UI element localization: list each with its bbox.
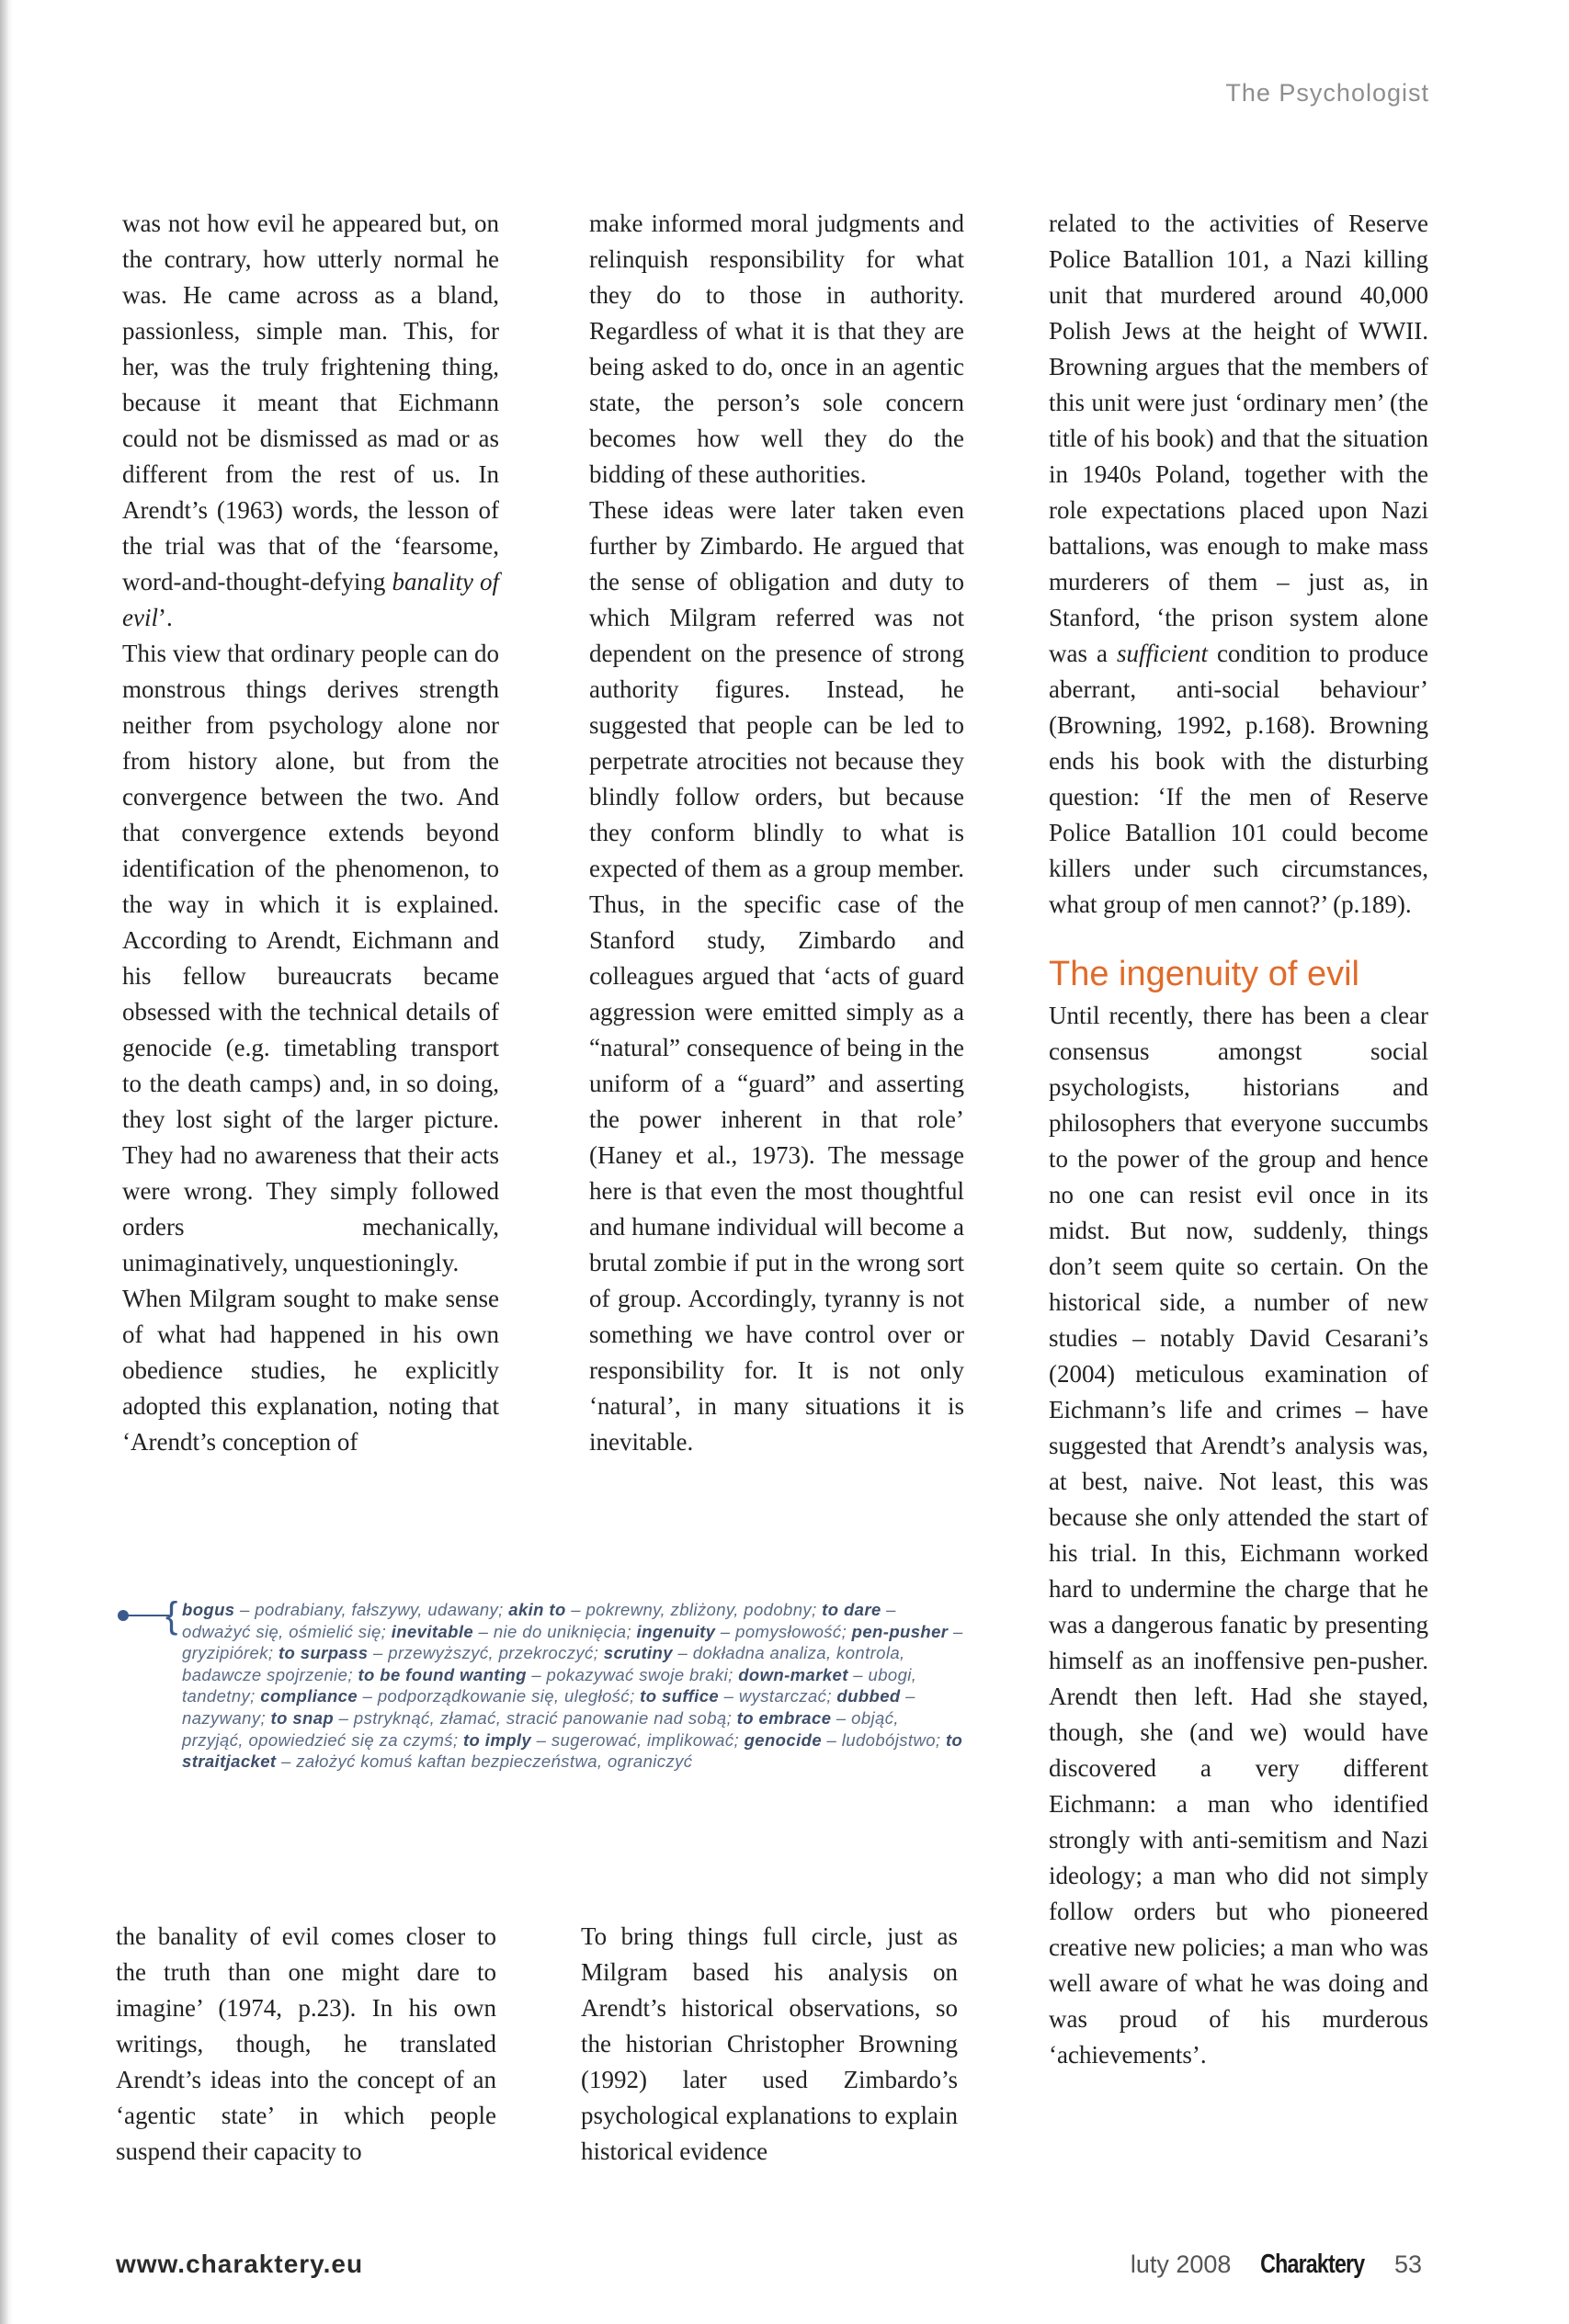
glossary-term: to straitjacket — [182, 1729, 963, 1772]
glossary-definition: – pokazywać swoje braki; — [526, 1664, 739, 1684]
glossary-text — [182, 1599, 963, 1773]
glossary-term: to be found wanting — [358, 1664, 527, 1684]
page-binding-shadow — [0, 0, 13, 2324]
column-3 — [1049, 206, 1428, 2073]
glossary-term: to dare — [822, 1600, 881, 1619]
column-1-bottom — [116, 1919, 496, 2170]
glossary-definition: – pomysłowość; — [715, 1621, 852, 1641]
paragraph: the banality of evil comes closer to the truth than one might dare to imagine’ (1974, p.23). In his own writings, though, he translated Arendt’s ideas into the concept of an ‘agentic state’ in which people suspend their capacity to — [116, 1922, 496, 2165]
glossary-definition: – objąć, przyjąć, opowiedzieć się za czymś; — [182, 1707, 899, 1750]
glossary-term: genocide — [744, 1729, 823, 1750]
page-number: 53 — [1393, 2250, 1422, 2278]
glossary-definition: – gryzipiórek; — [182, 1621, 963, 1663]
glossary-definition: – sugerować, implikować; — [531, 1729, 745, 1750]
paragraph: This view that ordinary people can do monstrous things derives strength neither from psychology alone nor from history alone, but from the convergence between the two. And that convergence extends beyond identification of the phenomenon, to the way in which it is explained. According to Arendt, Eichmann and his fellow bureaucrats became obsessed with the technical details of genocide (e.g. timetabling transport to the death camps) and, in so doing, they lost sight of the larger picture. They had no awareness that their acts were wrong. They simply followed orders mechanically, unimaginatively, unquestioningly. — [122, 640, 499, 1276]
brace-icon: { — [165, 1595, 178, 1636]
paragraph: To bring things full circle, just as Milgram based his analysis on Arendt’s historical observations, so the historian Christopher Browning (1992) later used Zimbardo’s psychological explanations to explain historical evidence — [581, 1922, 958, 2165]
glossary-term: to snap — [270, 1707, 335, 1728]
issue-date: luty 2008 — [1130, 2250, 1232, 2278]
section-subheading: The ingenuity of evil — [1049, 955, 1359, 993]
glossary-term: akin to — [508, 1600, 566, 1619]
glossary-connector-line — [129, 1615, 169, 1616]
glossary-term: pen-pusher — [851, 1621, 949, 1641]
italic-phrase: sufficient — [1117, 640, 1208, 667]
paragraph: related to the activities of Reserve Police Batallion 101, a Nazi killing unit that murdered around 40,000 Polish Jews at the height of WWII. Browning argues that the members of this unit were just ‘ordinary men’ (the title of his book) and that the situation in 1940s Poland, together with the role expectations placed upon Nazi battalions, was enough to make mass murderers of them – just as, in Stanford, ‘the prison system alone was a sufficient condition to produce aberrant, anti-social behaviour’ (Browning, 1992, p.168). Browning ends his book with the disturbing question: ‘If the men of Reserve Police Batallion 101 could become killers under such circumstances, what group of men cannot?’ (p.189). — [1049, 210, 1428, 918]
paragraph: These ideas were later taken even further by Zimbardo. He argued that the sense of obligation and duty to which Milgram referred was not dependent on the presence of strong authority figures. Instead, he suggested that people can be led to perpetrate atrocities not because they blindly follow orders, but because they conform blindly to what is expected of them as a group member. Thus, in the specific case of the Stanford study, Zimbardo and colleagues argued that ‘acts of guard aggression were emitted simply as a “natural” consequence of being in the uniform of a “guard” and asserting the power inherent in that role’ (Haney et al., 1973). The message here is that even the most thoughtful and humane individual will become a brutal zombie if put in the wrong sort of group. Accordingly, tyranny is not something we have control over or responsibility for. It is not only ‘natural’, in many situations it is inevitable. — [589, 496, 964, 1456]
glossary-definition: – nazywany; — [182, 1686, 915, 1728]
footer-website-link[interactable]: www.charaktery.eu — [116, 2250, 364, 2278]
glossary-definition: – nie do uniknięcia; — [473, 1621, 637, 1641]
column-1-top — [122, 206, 499, 1460]
paragraph: make informed moral judgments and relinquish responsibility for what they do to those in authority. Regardless of what it is that they are being asked to do, once in an agentic state, the person’s sole concern becomes how well they do the bidding of these authorities. — [589, 210, 964, 488]
glossary-definition: – odważyć się, ośmielić się; — [182, 1600, 896, 1641]
glossary-definition: – przewyższyć, przekroczyć; — [368, 1643, 604, 1663]
glossary-term: compliance — [260, 1686, 358, 1706]
glossary-term: to embrace — [736, 1707, 832, 1728]
column-2-top — [589, 206, 964, 1460]
glossary-definition: – podporządkowanie się, uległość; — [358, 1686, 641, 1706]
paragraph: When Milgram sought to make sense of what had happened in his own obedience studies, he explicitly adopted this explanation, noting that ‘Arendt’s conception of — [122, 1285, 499, 1456]
glossary-definition: – pstryknąć, złamać, stracić panowanie nad sobą; — [334, 1707, 737, 1728]
glossary-term: bogus — [182, 1600, 235, 1619]
glossary-term: ingenuity — [636, 1621, 716, 1641]
glossary-definition: – ludobójstwo; — [822, 1729, 946, 1750]
glossary-definition: – pokrewny, zbliżony, podobny; — [565, 1600, 823, 1619]
footer-issue-info — [1131, 2250, 1422, 2280]
italic-phrase: banality of evil — [122, 568, 499, 631]
glossary-definition: – dokładna analiza, kontrola, badawcze spojrzenie; — [182, 1643, 905, 1684]
glossary-term: to suffice — [640, 1686, 720, 1706]
glossary-definition: – ubogi, tandetny; — [182, 1664, 917, 1706]
glossary-definition: – wystarczać; — [719, 1686, 837, 1706]
glossary-bullet-icon — [118, 1610, 129, 1621]
paragraph: Until recently, there has been a clear consensus amongst social psychologists, historians and philosophers that everyone succumbs to the power of the group and hence no one can resist evil once in its midst. But now, suddenly, things don’t seem quite so certain. On the historical side, a number of new studies – notably David Cesarani’s (2004) meticulous examination of Eichmann’s life and crimes – have suggested that Arendt’s analysis was, at best, naive. Not least, this was because she only attended the start of his trial. In this, Eichmann worked hard to undermine the charge that he was a dangerous fanatic by presenting himself as an inoffensive pen-pusher. Arendt then left. Had she stayed, though, she (and we) would have discovered a very different Eichmann: a man who identified strongly with anti-semitism and Nazi ideology; a man who did not simply follow orders but who pioneered creative new policies; a man who was well aware of what he was doing and was proud of his murderous ‘achievements’. — [1049, 1002, 1428, 2069]
glossary-term: dubbed — [836, 1686, 901, 1706]
glossary-term: inevitable — [391, 1621, 474, 1641]
section-header: The Psychologist — [1225, 79, 1429, 107]
glossary-definition: – założyć komuś kaftan bezpieczeństwa, ograniczyć — [276, 1752, 693, 1772]
glossary-term: to surpass — [278, 1643, 369, 1663]
glossary-term: scrutiny — [603, 1643, 673, 1663]
glossary-definition: – podrabiany, fałszywy, udawany; — [234, 1600, 509, 1619]
magazine-brand-logo: Charaktery — [1260, 2250, 1365, 2279]
paragraph: was not how evil he appeared but, on the contrary, how utterly normal he was. He came across as a bland, passionless, simple man. This, for her, was the truly frightening thing, because it meant that Eichmann could not be dismissed as mad or as different from the rest of us. In Arendt’s (1963) words, the lesson of the trial was that of the ‘fearsome, word-and-thought-defying banality of evil’. — [122, 210, 499, 631]
column-2-bottom — [581, 1919, 958, 2170]
glossary-term: to imply — [463, 1729, 532, 1750]
glossary-term: down-market — [738, 1664, 848, 1684]
